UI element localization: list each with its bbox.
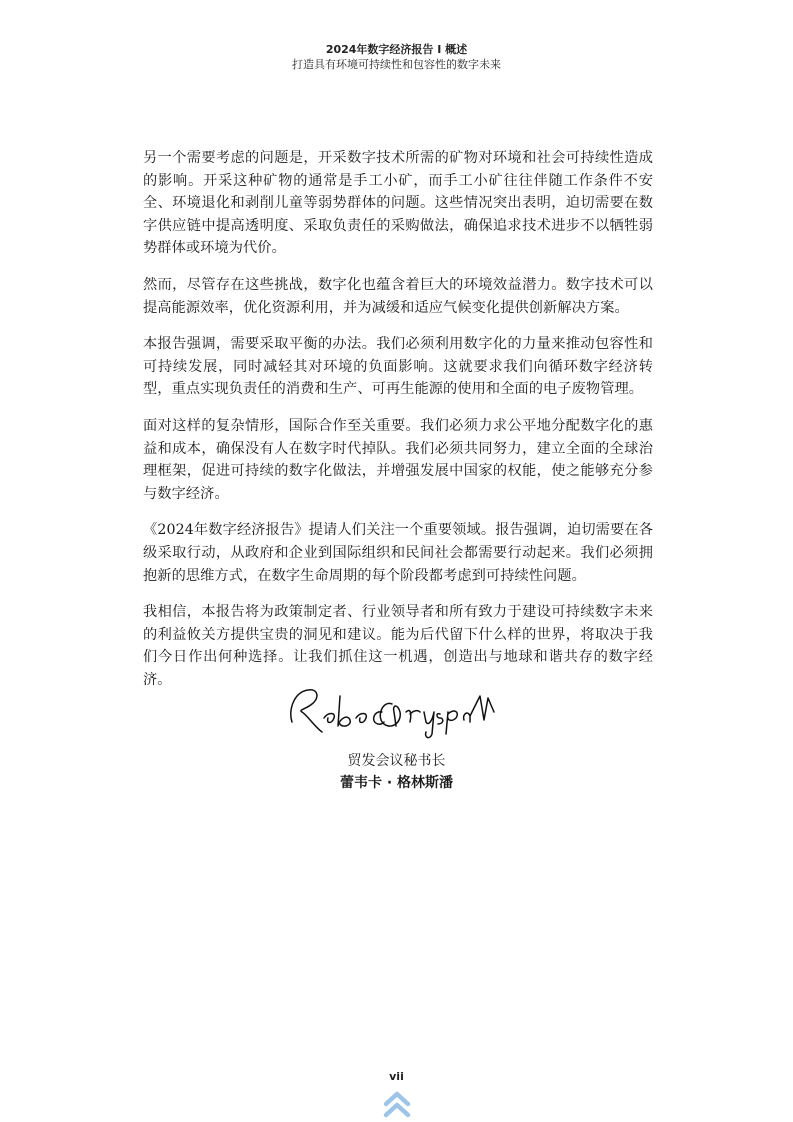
paragraph: 另一个需要考虑的问题是，开采数字技术所需的矿物对环境和社会可持续性造成的影响。开采这种矿物的通常是手工小矿，而手工小矿往往伴随工作条件不安全、环境退化和剥削儿童等弱势群体的问题。这些情况突出表明，迫切需要在数字供应链中提高透明度、采取负责任的采购做法，确保追求技术进步不以牺牲弱势群体或环境为代价。: [143, 150, 653, 257]
signatory-title: 贸发会议秘书长: [347, 753, 446, 769]
page-header: [0, 42, 793, 72]
signatory-name: 蕾韦卡 · 格林斯潘: [339, 775, 454, 791]
paragraph: 我相信，本报告将为政策制定者、行业领导者和所有致力于建设可持续数字未来的利益攸关方提供宝贵的洞见和建议。能为后代留下什么样的世界，将取决于我们今日作出何种选择。让我们抓住这一机遇，创造出与地球和谐共存的数字经济。: [143, 604, 653, 688]
paragraph: 然而，尽管存在这些挑战，数字化也蕴含着巨大的环境效益潜力。数字技术可以提高能源效率，优化资源利用，并为减缓和适应气候变化提供创新解决方案。: [143, 276, 653, 316]
paragraph: 《2024年数字经济报告》提请人们关注一个重要领域。报告强调，迫切需要在各级采取行动，从政府和企业到国际组织和民间社会都需要行动起来。我们必须拥抱新的思维方式，在数字生命周期的每个阶段都考虑到可持续性问题。: [143, 522, 653, 584]
page-number: vii: [389, 1070, 404, 1083]
body-text: [143, 147, 653, 705]
handwritten-signature: [284, 682, 499, 742]
header-title: 2024年数字经济报告 I 概述: [325, 43, 468, 56]
chevron-up-icon[interactable]: [383, 1090, 411, 1120]
paragraph: 本报告强调，需要采取平衡的办法。我们必须利用数字化的力量来推动包容性和可持续发展，同时减轻其对环境的负面影响。这就要求我们向循环数字经济转型，重点实现负责任的消费和生产、可再生能源的使用和全面的电子废物管理。: [143, 336, 653, 398]
header-subtitle: 打造具有环境可持续性和包容性的数字未来: [292, 58, 501, 71]
paragraph: 面对这样的复杂情形，国际合作至关重要。我们必须力求公平地分配数字化的惠益和成本，确保没有人在数字时代掉队。我们必须共同努力，建立全面的全球治理框架，促进可持续的数字化做法，并增强发展中国家的权能，使之能够充分参与数字经济。: [143, 417, 653, 502]
